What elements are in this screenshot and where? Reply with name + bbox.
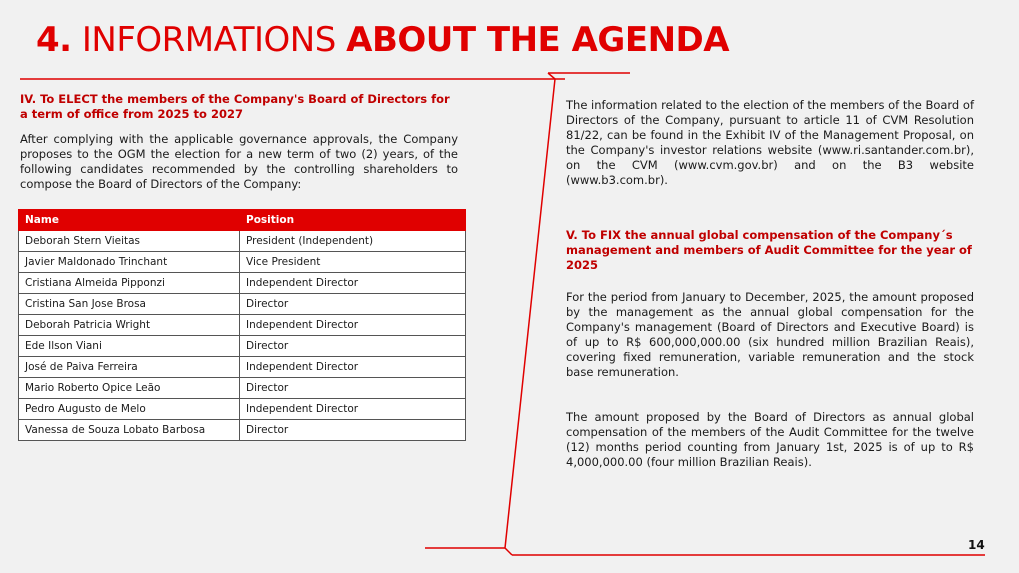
column-header-name: Name <box>19 210 240 231</box>
divider-slash <box>505 73 555 555</box>
table-row <box>19 252 466 273</box>
table-header-row <box>19 210 466 231</box>
member-position: Independent Director <box>240 357 466 378</box>
member-name: Pedro Augusto de Melo <box>19 399 240 420</box>
member-position: Director <box>240 420 466 441</box>
table-row <box>19 378 466 399</box>
section-iv <box>20 92 458 192</box>
table-row <box>19 231 466 252</box>
table-row <box>19 420 466 441</box>
table-row <box>19 399 466 420</box>
column-header-position: Position <box>240 210 466 231</box>
page-number: 14 <box>968 538 985 552</box>
member-name: Mario Roberto Opice Leão <box>19 378 240 399</box>
member-name: Cristiana Almeida Pipponzi <box>19 273 240 294</box>
table-row <box>19 336 466 357</box>
table-row <box>19 294 466 315</box>
audit-committee-paragraph: The amount proposed by the Board of Directors as annual global compensation of the members of the Audit Committee for the twelve (12) months period counting from January 1st, 2025 is of up to R$ 4,000,000.00 (four million Brazilian Reais). <box>566 410 974 469</box>
table-row <box>19 357 466 378</box>
member-position: Director <box>240 294 466 315</box>
member-position: Director <box>240 378 466 399</box>
member-name: Cristina San Jose Brosa <box>19 294 240 315</box>
election-info-paragraph: The information related to the election of the members of the Board of Directors of the Company, pursuant to article 11 of CVM Resolution 81/22, can be found in the Exhibit IV of the Management Proposal, on the Company's investor relations website (www.ri.santander.com.br), on the CVM (www.cvm.gov.br) and on the B3 website (www.b3.com.br). <box>566 98 974 187</box>
member-position: Independent Director <box>240 315 466 336</box>
table-row <box>19 315 466 336</box>
member-position: Director <box>240 336 466 357</box>
compensation-paragraph: For the period from January to December, 2025, the amount proposed by the management as the annual global compensation for the Company's management (Board of Directors and Executive Board) is of up to R$ 600,000,000.00 (six hundred million Brazilian Reais), covering fixed remuneration, variable remuneration and the stock base remuneration. <box>566 290 974 379</box>
section-v-heading: V. To FIX the annual global compensation of the Company´s management and members of Audit Committee for the year of 2025 <box>566 228 972 272</box>
section-iv-body: After complying with the applicable governance approvals, the Company proposes to the OGM the election for a new term of two (2) years, of the following candidates recommended by the controlling shareholders to compose the Board of Directors of the Company: <box>20 132 458 191</box>
member-name: Deborah Patricia Wright <box>19 315 240 336</box>
title-regular: INFORMATIONS <box>81 20 336 60</box>
member-name: Vanessa de Souza Lobato Barbosa <box>19 420 240 441</box>
member-position: Vice President <box>240 252 466 273</box>
table-row <box>19 273 466 294</box>
member-name: Deborah Stern Vieitas <box>19 231 240 252</box>
member-position: President (Independent) <box>240 231 466 252</box>
section-iv-heading: IV. To ELECT the members of the Company's Board of Directors for a term of office from 2025 to 2027 <box>20 92 450 121</box>
title-bold: ABOUT THE AGENDA <box>346 20 730 60</box>
member-position: Independent Director <box>240 273 466 294</box>
section-number: 4. <box>36 20 72 60</box>
member-name: Ede Ilson Viani <box>19 336 240 357</box>
member-name: Javier Maldonado Trinchant <box>19 252 240 273</box>
board-table <box>18 209 466 441</box>
member-name: José de Paiva Ferreira <box>19 357 240 378</box>
member-position: Independent Director <box>240 399 466 420</box>
